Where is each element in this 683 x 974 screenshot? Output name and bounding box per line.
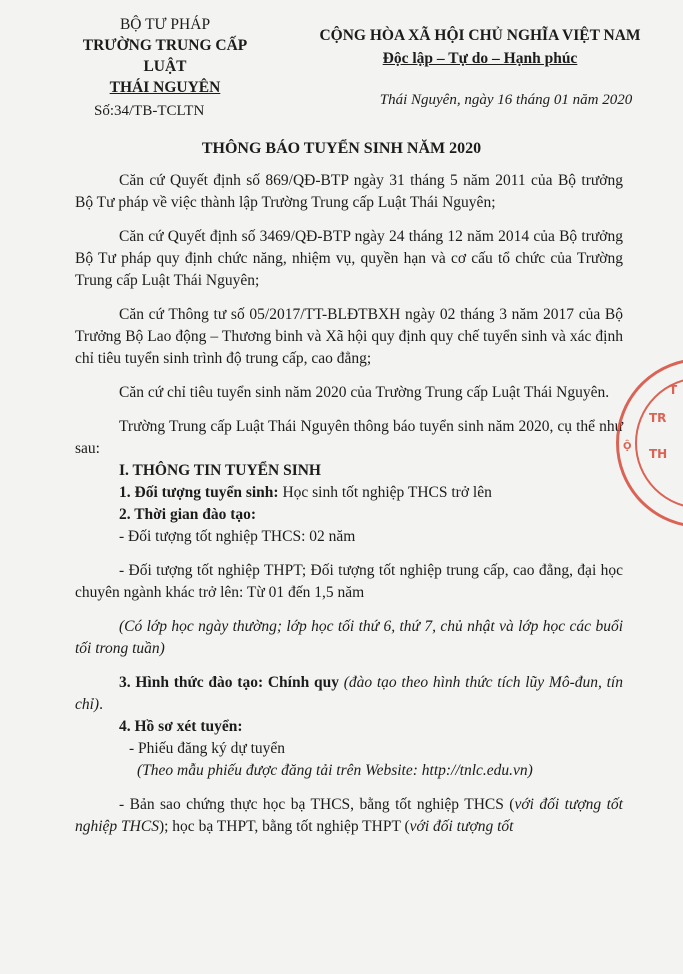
item-1-text: Học sinh tốt nghiệp THCS trở lên bbox=[278, 484, 492, 501]
item-4-b-part4: với đối tượng tốt bbox=[409, 818, 514, 835]
document-title: THÔNG BÁO TUYỂN SINH NĂM 2020 bbox=[201, 140, 482, 157]
item-2-a: - Đối tượng tốt nghiệp THCS: 02 năm bbox=[119, 528, 356, 545]
stamp-text-top: T bbox=[669, 383, 678, 397]
legal-basis-2: Căn cứ Quyết định số 3469/QĐ-BTP ngày 24 tháng 12 năm 2014 của Bộ trưởng Bộ Tư pháp quy định chức năng, nhiệm vụ, quyền hạn và cơ cấu tổ chức của Trường Trung cấp Luật Thái Nguyên; bbox=[75, 228, 623, 289]
school-name-line2: THÁI NGUYÊN bbox=[109, 79, 221, 96]
item-4-note: (Theo mẫu phiếu được đăng tải trên Website: http://tnlc.edu.vn) bbox=[137, 762, 533, 779]
national-header bbox=[300, 24, 660, 70]
item-4-b-part3: ); học bạ THPT, bằng tốt nghiệp THPT ( bbox=[158, 818, 410, 835]
legal-basis-1: Căn cứ Quyết định số 869/QĐ-BTP ngày 31 tháng 5 năm 2011 của Bộ trưởng Bộ Tư pháp về việc thành lập Trường Trung cấp Luật Thái Nguyên; bbox=[75, 172, 623, 211]
item-4-b bbox=[75, 794, 623, 838]
national-motto: Độc lập – Tự do – Hạnh phúc bbox=[382, 50, 578, 67]
section-1-heading: I. THÔNG TIN TUYỂN SINH bbox=[119, 462, 321, 479]
item-2-note: (Có lớp học ngày thường; lớp học tối thứ 6, thứ 7, chủ nhật và lớp học các buổi tối trong tuần) bbox=[75, 618, 623, 657]
issuer-block bbox=[60, 14, 270, 122]
item-3-label: 3. Hình thức đào tạo: Chính quy bbox=[119, 674, 339, 691]
item-4-b-part1: - Bản sao chứng thực học bạ THCS, bằng tốt nghiệp THCS ( bbox=[119, 796, 515, 813]
item-4-label: 4. Hồ sơ xét tuyển: bbox=[119, 718, 243, 735]
school-name-line1: TRƯỜNG TRUNG CẤP LUẬT bbox=[82, 37, 248, 75]
item-2-b: - Đối tượng tốt nghiệp THPT; Đối tượng tốt nghiệp trung cấp, cao đẳng, đại học chuyên ngành khác trở lên: Từ 01 đến 1,5 năm bbox=[75, 562, 623, 601]
item-4-b-part2: với đối tượng tốt nghiệp THCS bbox=[75, 796, 623, 835]
stamp-text-side: Ộ bbox=[623, 441, 632, 452]
document-body bbox=[75, 170, 623, 838]
date-line: Thái Nguyên, ngày 16 tháng 01 năm 2020 bbox=[379, 92, 633, 108]
document-number: Số:34/TB-TCLTN bbox=[94, 103, 205, 119]
official-stamp bbox=[616, 358, 683, 528]
item-3-end: . bbox=[99, 696, 103, 713]
legal-basis-3: Căn cứ Thông tư số 05/2017/TT-BLĐTBXH ngày 02 tháng 3 năm 2017 của Bộ Trưởng Bộ Lao động – Thương binh và Xã hội quy định quy chế tuyển sinh và xác định chỉ tiêu tuyển sinh trình độ trung cấp, cao đẳng; bbox=[75, 306, 623, 367]
item-3-note: (đào tạo theo hình thức tích lũy Mô-đun, tín chỉ) bbox=[75, 674, 623, 713]
stamp-text-low: TH bbox=[649, 447, 668, 461]
announcement-intro: Trường Trung cấp Luật Thái Nguyên thông báo tuyển sinh năm 2020, cụ thể như sau: bbox=[75, 418, 623, 457]
item-2-label: 2. Thời gian đào tạo: bbox=[119, 506, 257, 523]
legal-basis-4: Căn cứ chỉ tiêu tuyển sinh năm 2020 của Trường Trung cấp Luật Thái Nguyên. bbox=[119, 384, 610, 401]
ministry-name: BỘ TƯ PHÁP bbox=[119, 16, 211, 33]
stamp-text-mid: TR bbox=[649, 411, 667, 425]
item-4-a: - Phiếu đăng ký dự tuyển bbox=[129, 740, 286, 757]
item-1-label: 1. Đối tượng tuyển sinh: bbox=[119, 484, 279, 501]
item-3 bbox=[75, 672, 623, 716]
item-1 bbox=[75, 482, 623, 504]
country-name: CỘNG HÒA XÃ HỘI CHỦ NGHĨA VIỆT NAM bbox=[319, 27, 641, 44]
